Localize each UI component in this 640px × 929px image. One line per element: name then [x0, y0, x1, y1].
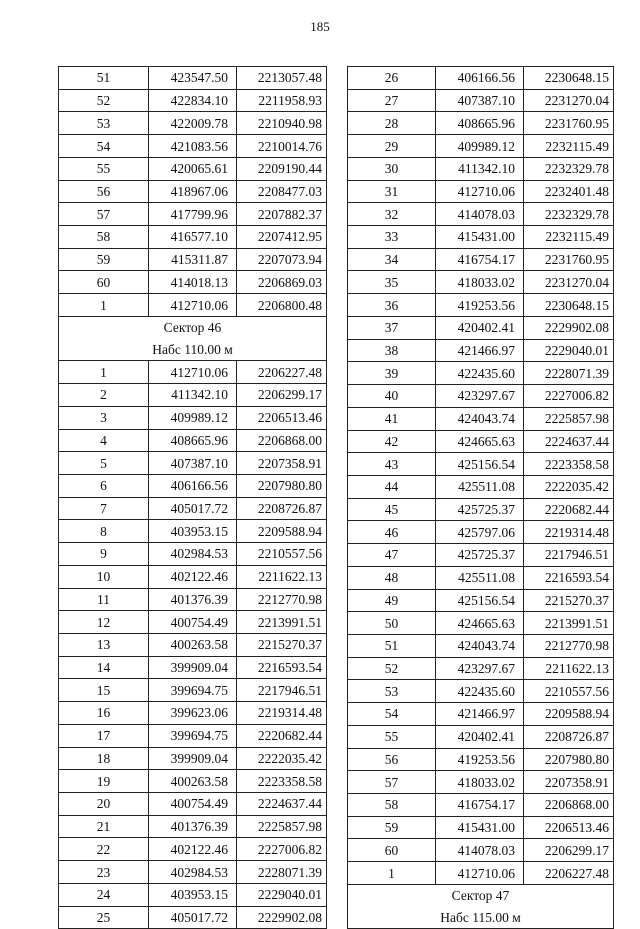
- left-coordinates-table: [58, 66, 327, 929]
- point-number-cell: 30: [348, 157, 436, 180]
- y-coordinate-cell: 2229040.01: [237, 883, 327, 906]
- table-row: [348, 680, 614, 703]
- y-coordinate-cell: 2207412.95: [237, 226, 327, 249]
- table-row: [348, 839, 614, 862]
- y-coordinate-cell: 2222035.42: [524, 475, 614, 498]
- table-row: [59, 747, 327, 770]
- table-row: [348, 157, 614, 180]
- x-coordinate-cell: 403953.15: [149, 520, 237, 543]
- page-number: 185: [310, 19, 330, 34]
- x-coordinate-cell: 399909.04: [149, 747, 237, 770]
- x-coordinate-cell: 412710.06: [149, 294, 237, 317]
- x-coordinate-cell: 425511.08: [436, 475, 524, 498]
- x-coordinate-cell: 414078.03: [436, 839, 524, 862]
- y-coordinate-cell: 2211622.13: [237, 565, 327, 588]
- table-row: [348, 794, 614, 817]
- y-coordinate-cell: 2213057.48: [237, 67, 327, 90]
- y-coordinate-cell: 2210014.76: [237, 135, 327, 158]
- point-number-cell: 21: [59, 815, 149, 838]
- table-row: [348, 634, 614, 657]
- y-coordinate-cell: 2211958.93: [237, 89, 327, 112]
- y-coordinate-cell: 2220682.44: [524, 498, 614, 521]
- y-coordinate-cell: 2219314.48: [237, 702, 327, 725]
- x-coordinate-cell: 414018.13: [149, 271, 237, 294]
- x-coordinate-cell: 402122.46: [149, 565, 237, 588]
- table-row: [59, 294, 327, 317]
- sector-label: Сектор 46: [59, 316, 327, 338]
- y-coordinate-cell: 2207980.80: [237, 474, 327, 497]
- y-coordinate-cell: 2232401.48: [524, 180, 614, 203]
- x-coordinate-cell: 419253.56: [436, 294, 524, 317]
- table-row: [59, 248, 327, 271]
- sector-label-row: [348, 907, 614, 929]
- y-coordinate-cell: 2231270.04: [524, 89, 614, 112]
- point-number-cell: 2: [59, 384, 149, 407]
- point-number-cell: 28: [348, 112, 436, 135]
- x-coordinate-cell: 418033.02: [436, 271, 524, 294]
- y-coordinate-cell: 2207980.80: [524, 748, 614, 771]
- point-number-cell: 26: [348, 67, 436, 90]
- x-coordinate-cell: 408665.96: [149, 429, 237, 452]
- y-coordinate-cell: 2206800.48: [237, 294, 327, 317]
- table-row: [348, 316, 614, 339]
- x-coordinate-cell: 420402.41: [436, 725, 524, 748]
- x-coordinate-cell: 409989.12: [149, 406, 237, 429]
- point-number-cell: 1: [348, 862, 436, 885]
- x-coordinate-cell: 418967.06: [149, 180, 237, 203]
- x-coordinate-cell: 424665.63: [436, 430, 524, 453]
- x-coordinate-cell: 406166.56: [149, 474, 237, 497]
- table-row: [348, 612, 614, 635]
- table-row: [59, 112, 327, 135]
- table-row: [348, 203, 614, 226]
- point-number-cell: 56: [348, 748, 436, 771]
- point-number-cell: 51: [59, 67, 149, 90]
- table-row: [59, 271, 327, 294]
- point-number-cell: 6: [59, 474, 149, 497]
- point-number-cell: 41: [348, 407, 436, 430]
- x-coordinate-cell: 417799.96: [149, 203, 237, 226]
- x-coordinate-cell: 424043.74: [436, 634, 524, 657]
- table-row: [59, 497, 327, 520]
- point-number-cell: 58: [59, 226, 149, 249]
- y-coordinate-cell: 2209588.94: [524, 703, 614, 726]
- table-row: [59, 520, 327, 543]
- point-number-cell: 59: [59, 248, 149, 271]
- sector-label-row: [59, 339, 327, 361]
- table-row: [59, 180, 327, 203]
- point-number-cell: 19: [59, 770, 149, 793]
- table-row: [348, 362, 614, 385]
- table-row: [348, 544, 614, 567]
- y-coordinate-cell: 2232115.49: [524, 135, 614, 158]
- y-coordinate-cell: 2213991.51: [524, 612, 614, 635]
- x-coordinate-cell: 418033.02: [436, 771, 524, 794]
- y-coordinate-cell: 2206227.48: [524, 862, 614, 885]
- point-number-cell: 5: [59, 452, 149, 475]
- point-number-cell: 32: [348, 203, 436, 226]
- point-number-cell: 55: [348, 725, 436, 748]
- point-number-cell: 36: [348, 294, 436, 317]
- y-coordinate-cell: 2209190.44: [237, 157, 327, 180]
- table-row: [59, 770, 327, 793]
- table-row: [59, 543, 327, 566]
- table-row: [348, 294, 614, 317]
- point-number-cell: 31: [348, 180, 436, 203]
- table-row: [348, 385, 614, 408]
- y-coordinate-cell: 2207358.91: [237, 452, 327, 475]
- table-row: [348, 771, 614, 794]
- y-coordinate-cell: 2207358.91: [524, 771, 614, 794]
- x-coordinate-cell: 405017.72: [149, 497, 237, 520]
- table-row: [59, 633, 327, 656]
- y-coordinate-cell: 2215270.37: [237, 633, 327, 656]
- point-number-cell: 34: [348, 248, 436, 271]
- x-coordinate-cell: 425725.37: [436, 498, 524, 521]
- x-coordinate-cell: 408665.96: [436, 112, 524, 135]
- x-coordinate-cell: 412710.06: [436, 180, 524, 203]
- table-row: [59, 838, 327, 861]
- y-coordinate-cell: 2208477.03: [237, 180, 327, 203]
- x-coordinate-cell: 403953.15: [149, 883, 237, 906]
- x-coordinate-cell: 400263.58: [149, 633, 237, 656]
- table-row: [348, 566, 614, 589]
- x-coordinate-cell: 412710.06: [149, 361, 237, 384]
- table-row: [59, 89, 327, 112]
- x-coordinate-cell: 399909.04: [149, 656, 237, 679]
- x-coordinate-cell: 425156.54: [436, 453, 524, 476]
- table-row: [59, 656, 327, 679]
- x-coordinate-cell: 422834.10: [149, 89, 237, 112]
- sector-label: Сектор 47: [348, 884, 614, 906]
- table-row: [59, 588, 327, 611]
- y-coordinate-cell: 2232115.49: [524, 226, 614, 249]
- table-row: [348, 248, 614, 271]
- point-number-cell: 1: [59, 294, 149, 317]
- point-number-cell: 10: [59, 565, 149, 588]
- table-row: [59, 702, 327, 725]
- y-coordinate-cell: 2231270.04: [524, 271, 614, 294]
- table-row: [59, 361, 327, 384]
- point-number-cell: 16: [59, 702, 149, 725]
- point-number-cell: 14: [59, 656, 149, 679]
- x-coordinate-cell: 422009.78: [149, 112, 237, 135]
- point-number-cell: 18: [59, 747, 149, 770]
- table-row: [59, 815, 327, 838]
- table-row: [348, 135, 614, 158]
- point-number-cell: 56: [59, 180, 149, 203]
- x-coordinate-cell: 414078.03: [436, 203, 524, 226]
- x-coordinate-cell: 416754.17: [436, 794, 524, 817]
- point-number-cell: 8: [59, 520, 149, 543]
- table-row: [59, 135, 327, 158]
- x-coordinate-cell: 420402.41: [436, 316, 524, 339]
- x-coordinate-cell: 400263.58: [149, 770, 237, 793]
- y-coordinate-cell: 2206868.00: [524, 794, 614, 817]
- point-number-cell: 17: [59, 724, 149, 747]
- table-row: [348, 475, 614, 498]
- y-coordinate-cell: 2212770.98: [524, 634, 614, 657]
- x-coordinate-cell: 399694.75: [149, 724, 237, 747]
- x-coordinate-cell: 407387.10: [436, 89, 524, 112]
- sector-label: Набс 115.00 м: [348, 907, 614, 929]
- y-coordinate-cell: 2225857.98: [237, 815, 327, 838]
- x-coordinate-cell: 423297.67: [436, 385, 524, 408]
- table-row: [59, 565, 327, 588]
- table-row: [348, 748, 614, 771]
- x-coordinate-cell: 425725.37: [436, 544, 524, 567]
- x-coordinate-cell: 421466.97: [436, 703, 524, 726]
- y-coordinate-cell: 2227006.82: [524, 385, 614, 408]
- table-row: [348, 498, 614, 521]
- point-number-cell: 15: [59, 679, 149, 702]
- table-row: [348, 407, 614, 430]
- y-coordinate-cell: 2223358.58: [524, 453, 614, 476]
- x-coordinate-cell: 400754.49: [149, 793, 237, 816]
- table-row: [348, 862, 614, 885]
- x-coordinate-cell: 424043.74: [436, 407, 524, 430]
- point-number-cell: 40: [348, 385, 436, 408]
- table-row: [59, 793, 327, 816]
- point-number-cell: 23: [59, 861, 149, 884]
- y-coordinate-cell: 2230648.15: [524, 294, 614, 317]
- point-number-cell: 1: [59, 361, 149, 384]
- y-coordinate-cell: 2219314.48: [524, 521, 614, 544]
- table-row: [59, 67, 327, 90]
- y-coordinate-cell: 2211622.13: [524, 657, 614, 680]
- x-coordinate-cell: 415311.87: [149, 248, 237, 271]
- x-coordinate-cell: 406166.56: [436, 67, 524, 90]
- y-coordinate-cell: 2227006.82: [237, 838, 327, 861]
- point-number-cell: 53: [59, 112, 149, 135]
- table-row: [348, 453, 614, 476]
- y-coordinate-cell: 2208726.87: [524, 725, 614, 748]
- point-number-cell: 58: [348, 794, 436, 817]
- x-coordinate-cell: 423547.50: [149, 67, 237, 90]
- point-number-cell: 42: [348, 430, 436, 453]
- x-coordinate-cell: 399623.06: [149, 702, 237, 725]
- point-number-cell: 11: [59, 588, 149, 611]
- point-number-cell: 25: [59, 906, 149, 929]
- point-number-cell: 33: [348, 226, 436, 249]
- y-coordinate-cell: 2232329.78: [524, 157, 614, 180]
- sector-label: Набс 110.00 м: [59, 339, 327, 361]
- x-coordinate-cell: 399694.75: [149, 679, 237, 702]
- x-coordinate-cell: 420065.61: [149, 157, 237, 180]
- point-number-cell: 7: [59, 497, 149, 520]
- point-number-cell: 12: [59, 611, 149, 634]
- point-number-cell: 54: [59, 135, 149, 158]
- x-coordinate-cell: 401376.39: [149, 588, 237, 611]
- table-row: [348, 521, 614, 544]
- y-coordinate-cell: 2217946.51: [524, 544, 614, 567]
- table-row: [59, 452, 327, 475]
- point-number-cell: 35: [348, 271, 436, 294]
- x-coordinate-cell: 425511.08: [436, 566, 524, 589]
- point-number-cell: 29: [348, 135, 436, 158]
- point-number-cell: 39: [348, 362, 436, 385]
- table-row: [348, 67, 614, 90]
- x-coordinate-cell: 425156.54: [436, 589, 524, 612]
- point-number-cell: 37: [348, 316, 436, 339]
- right-coordinates-table: [347, 66, 614, 929]
- point-number-cell: 53: [348, 680, 436, 703]
- x-coordinate-cell: 409989.12: [436, 135, 524, 158]
- table-row: [59, 474, 327, 497]
- point-number-cell: 24: [59, 883, 149, 906]
- x-coordinate-cell: 422435.60: [436, 680, 524, 703]
- y-coordinate-cell: 2228071.39: [524, 362, 614, 385]
- point-number-cell: 13: [59, 633, 149, 656]
- x-coordinate-cell: 415431.00: [436, 226, 524, 249]
- y-coordinate-cell: 2232329.78: [524, 203, 614, 226]
- table-row: [59, 203, 327, 226]
- table-row: [59, 157, 327, 180]
- table-row: [348, 430, 614, 453]
- table-row: [59, 679, 327, 702]
- y-coordinate-cell: 2229902.08: [524, 316, 614, 339]
- table-row: [59, 861, 327, 884]
- point-number-cell: 59: [348, 816, 436, 839]
- x-coordinate-cell: 412710.06: [436, 862, 524, 885]
- table-row: [348, 703, 614, 726]
- y-coordinate-cell: 2215270.37: [524, 589, 614, 612]
- x-coordinate-cell: 422435.60: [436, 362, 524, 385]
- point-number-cell: 57: [59, 203, 149, 226]
- x-coordinate-cell: 421466.97: [436, 339, 524, 362]
- point-number-cell: 22: [59, 838, 149, 861]
- x-coordinate-cell: 401376.39: [149, 815, 237, 838]
- y-coordinate-cell: 2229040.01: [524, 339, 614, 362]
- table-row: [59, 724, 327, 747]
- point-number-cell: 57: [348, 771, 436, 794]
- point-number-cell: 44: [348, 475, 436, 498]
- x-coordinate-cell: 407387.10: [149, 452, 237, 475]
- table-row: [59, 406, 327, 429]
- y-coordinate-cell: 2208726.87: [237, 497, 327, 520]
- y-coordinate-cell: 2228071.39: [237, 861, 327, 884]
- x-coordinate-cell: 402984.53: [149, 543, 237, 566]
- point-number-cell: 52: [59, 89, 149, 112]
- table-row: [348, 725, 614, 748]
- table-row: [348, 657, 614, 680]
- table-row: [348, 180, 614, 203]
- y-coordinate-cell: 2209588.94: [237, 520, 327, 543]
- table-row: [59, 611, 327, 634]
- y-coordinate-cell: 2206868.00: [237, 429, 327, 452]
- y-coordinate-cell: 2206227.48: [237, 361, 327, 384]
- table-row: [348, 816, 614, 839]
- y-coordinate-cell: 2222035.42: [237, 747, 327, 770]
- table-row: [59, 429, 327, 452]
- y-coordinate-cell: 2229902.08: [237, 906, 327, 929]
- y-coordinate-cell: 2217946.51: [237, 679, 327, 702]
- y-coordinate-cell: 2206513.46: [237, 406, 327, 429]
- x-coordinate-cell: 402122.46: [149, 838, 237, 861]
- point-number-cell: 60: [59, 271, 149, 294]
- y-coordinate-cell: 2224637.44: [524, 430, 614, 453]
- y-coordinate-cell: 2231760.95: [524, 248, 614, 271]
- x-coordinate-cell: 415431.00: [436, 816, 524, 839]
- point-number-cell: 55: [59, 157, 149, 180]
- y-coordinate-cell: 2224637.44: [237, 793, 327, 816]
- y-coordinate-cell: 2206299.17: [524, 839, 614, 862]
- point-number-cell: 46: [348, 521, 436, 544]
- point-number-cell: 54: [348, 703, 436, 726]
- y-coordinate-cell: 2230648.15: [524, 67, 614, 90]
- table-row: [59, 906, 327, 929]
- point-number-cell: 9: [59, 543, 149, 566]
- point-number-cell: 45: [348, 498, 436, 521]
- x-coordinate-cell: 416577.10: [149, 226, 237, 249]
- y-coordinate-cell: 2213991.51: [237, 611, 327, 634]
- x-coordinate-cell: 402984.53: [149, 861, 237, 884]
- x-coordinate-cell: 405017.72: [149, 906, 237, 929]
- x-coordinate-cell: 421083.56: [149, 135, 237, 158]
- table-row: [59, 883, 327, 906]
- point-number-cell: 3: [59, 406, 149, 429]
- x-coordinate-cell: 400754.49: [149, 611, 237, 634]
- sector-label-row: [348, 884, 614, 906]
- point-number-cell: 43: [348, 453, 436, 476]
- table-row: [59, 384, 327, 407]
- y-coordinate-cell: 2210940.98: [237, 112, 327, 135]
- point-number-cell: 51: [348, 634, 436, 657]
- y-coordinate-cell: 2212770.98: [237, 588, 327, 611]
- point-number-cell: 50: [348, 612, 436, 635]
- y-coordinate-cell: 2216593.54: [237, 656, 327, 679]
- point-number-cell: 49: [348, 589, 436, 612]
- table-row: [348, 89, 614, 112]
- point-number-cell: 52: [348, 657, 436, 680]
- x-coordinate-cell: 425797.06: [436, 521, 524, 544]
- table-row: [348, 589, 614, 612]
- table-row: [348, 271, 614, 294]
- point-number-cell: 27: [348, 89, 436, 112]
- point-number-cell: 38: [348, 339, 436, 362]
- x-coordinate-cell: 423297.67: [436, 657, 524, 680]
- table-row: [348, 226, 614, 249]
- table-row: [348, 112, 614, 135]
- point-number-cell: 20: [59, 793, 149, 816]
- y-coordinate-cell: 2210557.56: [237, 543, 327, 566]
- x-coordinate-cell: 419253.56: [436, 748, 524, 771]
- y-coordinate-cell: 2207073.94: [237, 248, 327, 271]
- x-coordinate-cell: 424665.63: [436, 612, 524, 635]
- y-coordinate-cell: 2206513.46: [524, 816, 614, 839]
- table-row: [59, 226, 327, 249]
- y-coordinate-cell: 2220682.44: [237, 724, 327, 747]
- y-coordinate-cell: 2206869.03: [237, 271, 327, 294]
- point-number-cell: 4: [59, 429, 149, 452]
- point-number-cell: 60: [348, 839, 436, 862]
- point-number-cell: 47: [348, 544, 436, 567]
- y-coordinate-cell: 2207882.37: [237, 203, 327, 226]
- sector-label-row: [59, 316, 327, 338]
- x-coordinate-cell: 411342.10: [149, 384, 237, 407]
- y-coordinate-cell: 2216593.54: [524, 566, 614, 589]
- y-coordinate-cell: 2223358.58: [237, 770, 327, 793]
- x-coordinate-cell: 411342.10: [436, 157, 524, 180]
- table-row: [348, 339, 614, 362]
- y-coordinate-cell: 2206299.17: [237, 384, 327, 407]
- y-coordinate-cell: 2231760.95: [524, 112, 614, 135]
- y-coordinate-cell: 2210557.56: [524, 680, 614, 703]
- y-coordinate-cell: 2225857.98: [524, 407, 614, 430]
- point-number-cell: 48: [348, 566, 436, 589]
- x-coordinate-cell: 416754.17: [436, 248, 524, 271]
